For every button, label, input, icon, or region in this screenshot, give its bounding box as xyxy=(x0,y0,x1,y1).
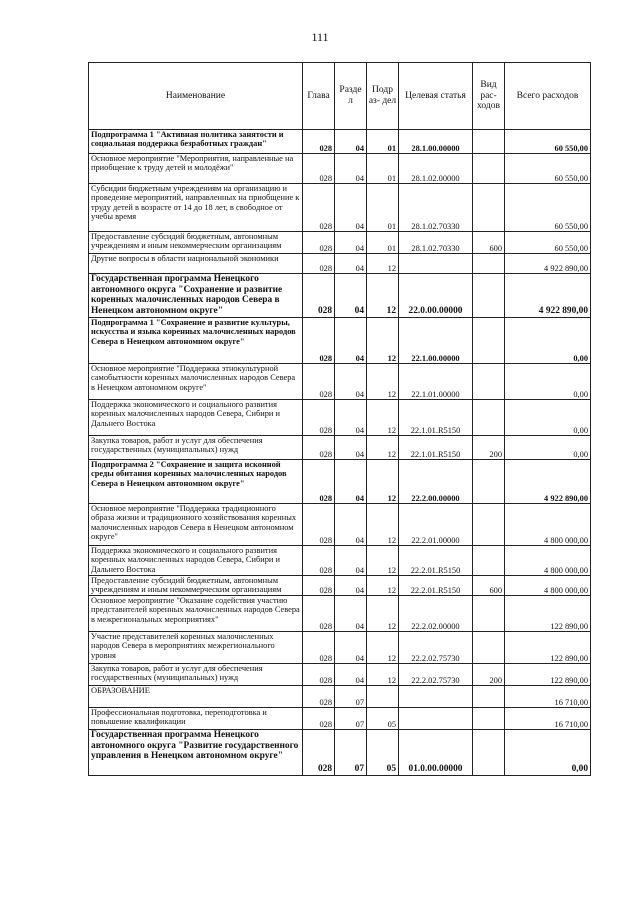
cell-name: Основное мероприятие "Мероприятия, направленные на приобщение к труду детей и молодёжи" xyxy=(89,154,303,184)
cell-subsection: 05 xyxy=(367,730,399,776)
table-row xyxy=(89,664,591,686)
cell-chapter: 028 xyxy=(303,596,335,632)
cell-type xyxy=(473,154,505,184)
cell-name: Участие представителей коренных малочисленных народов Севера в мероприятиях межрегионального уровня xyxy=(89,632,303,664)
cell-total: 0,00 xyxy=(505,730,591,776)
table-row xyxy=(89,576,591,596)
cell-name: Государственная программа Ненецкого автономного округа "Сохранение и развитие коренных малочисленных народов Севера в Ненецком автономном округе" xyxy=(89,274,303,318)
cell-chapter: 028 xyxy=(303,546,335,576)
cell-section: 04 xyxy=(335,130,367,154)
table-row xyxy=(89,364,591,400)
cell-type: 600 xyxy=(473,232,505,254)
cell-name: Подпрограмма 1 "Активная политика занятости и социальная поддержка безработных граждан" xyxy=(89,130,303,154)
table-row xyxy=(89,632,591,664)
cell-name: Поддержка экономического и социального развития коренных малочисленных народов Севера, Сибири и Дальнего Востока xyxy=(89,546,303,576)
cell-target: 22.2.02.00000 xyxy=(399,596,473,632)
cell-target: 22.1.01.R5150 xyxy=(399,436,473,460)
cell-target xyxy=(399,708,473,730)
cell-subsection: 12 xyxy=(367,318,399,364)
cell-total: 4 800 000,00 xyxy=(505,504,591,546)
cell-target: 01.0.00.00000 xyxy=(399,730,473,776)
table-row xyxy=(89,154,591,184)
cell-total: 60 550,00 xyxy=(505,232,591,254)
cell-subsection: 12 xyxy=(367,596,399,632)
cell-chapter: 028 xyxy=(303,504,335,546)
cell-chapter: 028 xyxy=(303,254,335,274)
table-row xyxy=(89,400,591,436)
cell-target: 22.2.01.00000 xyxy=(399,504,473,546)
cell-type xyxy=(473,596,505,632)
cell-target: 28.1.02.70330 xyxy=(399,184,473,232)
cell-name: Предоставление субсидий бюджетным, автономным учреждениям и иным некоммерческим организациям xyxy=(89,232,303,254)
cell-total: 0,00 xyxy=(505,400,591,436)
cell-target: 22.1.00.00000 xyxy=(399,318,473,364)
cell-type xyxy=(473,546,505,576)
cell-total: 60 550,00 xyxy=(505,184,591,232)
cell-total: 122 890,00 xyxy=(505,596,591,632)
cell-target xyxy=(399,254,473,274)
table-row xyxy=(89,436,591,460)
cell-type xyxy=(473,318,505,364)
cell-section: 04 xyxy=(335,460,367,504)
cell-subsection: 12 xyxy=(367,400,399,436)
cell-name: Другие вопросы в области национальной экономики xyxy=(89,254,303,274)
table-row xyxy=(89,708,591,730)
cell-type xyxy=(473,274,505,318)
header-total: Всего расходов xyxy=(505,63,591,130)
header-section: Разде л xyxy=(335,63,367,130)
table-row xyxy=(89,184,591,232)
cell-section: 07 xyxy=(335,730,367,776)
cell-section: 04 xyxy=(335,436,367,460)
cell-target: 22.1.01.R5150 xyxy=(399,400,473,436)
cell-subsection: 12 xyxy=(367,436,399,460)
cell-section: 04 xyxy=(335,664,367,686)
cell-target: 28.1.02.00000 xyxy=(399,154,473,184)
table-row xyxy=(89,254,591,274)
cell-target xyxy=(399,686,473,708)
cell-chapter: 028 xyxy=(303,274,335,318)
table-row xyxy=(89,318,591,364)
cell-subsection: 01 xyxy=(367,232,399,254)
cell-total: 4 800 000,00 xyxy=(505,546,591,576)
cell-target: 22.2.00.00000 xyxy=(399,460,473,504)
table-row xyxy=(89,546,591,576)
cell-type xyxy=(473,686,505,708)
cell-subsection: 12 xyxy=(367,546,399,576)
cell-name: Основное мероприятие "Оказание содействия участию представителей коренных малочисленных народов Севера в межрегиональных мероприятиях" xyxy=(89,596,303,632)
cell-section: 07 xyxy=(335,708,367,730)
cell-subsection: 05 xyxy=(367,708,399,730)
cell-section: 04 xyxy=(335,232,367,254)
cell-section: 04 xyxy=(335,254,367,274)
cell-target: 22.2.02.75730 xyxy=(399,664,473,686)
cell-chapter: 028 xyxy=(303,364,335,400)
cell-type xyxy=(473,184,505,232)
cell-subsection: 12 xyxy=(367,274,399,318)
cell-name: Государственная программа Ненецкого автономного округа "Развитие государственного управления в Ненецком автономном округе" xyxy=(89,730,303,776)
cell-type: 200 xyxy=(473,664,505,686)
cell-chapter: 028 xyxy=(303,130,335,154)
header-chapter: Глава xyxy=(303,63,335,130)
cell-total: 60 550,00 xyxy=(505,130,591,154)
cell-name: Предоставление субсидий бюджетным, автономным учреждениям и иным некоммерческим организациям xyxy=(89,576,303,596)
cell-chapter: 028 xyxy=(303,686,335,708)
cell-section: 04 xyxy=(335,154,367,184)
cell-total: 4 922 890,00 xyxy=(505,274,591,318)
cell-subsection: 01 xyxy=(367,154,399,184)
cell-type xyxy=(473,364,505,400)
table-row xyxy=(89,596,591,632)
cell-section: 04 xyxy=(335,504,367,546)
cell-name: Основное мероприятие "Поддержка этнокультурной самобытности коренных малочисленных народов Севера в Ненецком автономном округе" xyxy=(89,364,303,400)
cell-section: 04 xyxy=(335,400,367,436)
cell-total: 16 710,00 xyxy=(505,686,591,708)
cell-chapter: 028 xyxy=(303,460,335,504)
page-number: 111 xyxy=(311,30,329,44)
cell-type xyxy=(473,708,505,730)
table-row xyxy=(89,232,591,254)
cell-target: 22.2.01.R5150 xyxy=(399,576,473,596)
cell-chapter: 028 xyxy=(303,730,335,776)
header-type: Вид рас- ходов xyxy=(473,63,505,130)
cell-name: Закупка товаров, работ и услуг для обеспечения государственных (муниципальных) нужд xyxy=(89,664,303,686)
cell-type xyxy=(473,130,505,154)
cell-target: 28.1.00.00000 xyxy=(399,130,473,154)
cell-target: 28.1.02.70330 xyxy=(399,232,473,254)
cell-type xyxy=(473,730,505,776)
cell-subsection: 12 xyxy=(367,364,399,400)
cell-name: Закупка товаров, работ и услуг для обеспечения государственных (муниципальных) нужд xyxy=(89,436,303,460)
cell-type xyxy=(473,504,505,546)
table-row xyxy=(89,730,591,776)
cell-total: 4 800 000,00 xyxy=(505,576,591,596)
cell-chapter: 028 xyxy=(303,318,335,364)
cell-section: 04 xyxy=(335,364,367,400)
cell-target: 22.1.01.00000 xyxy=(399,364,473,400)
cell-target: 22.2.02.75730 xyxy=(399,632,473,664)
header-subsection: Подр аз- дел xyxy=(367,63,399,130)
cell-name: ОБРАЗОВАНИЕ xyxy=(89,686,303,708)
header-target: Целевая статья xyxy=(399,63,473,130)
table-row xyxy=(89,686,591,708)
cell-chapter: 028 xyxy=(303,708,335,730)
cell-section: 04 xyxy=(335,596,367,632)
cell-name: Профессиональная подготовка, переподготовка и повышение квалификации xyxy=(89,708,303,730)
cell-total: 122 890,00 xyxy=(505,632,591,664)
table-body xyxy=(89,130,591,776)
cell-chapter: 028 xyxy=(303,400,335,436)
cell-type xyxy=(473,632,505,664)
cell-subsection: 12 xyxy=(367,632,399,664)
table-row xyxy=(89,274,591,318)
cell-section: 04 xyxy=(335,632,367,664)
cell-type xyxy=(473,400,505,436)
cell-chapter: 028 xyxy=(303,664,335,686)
cell-name: Подпрограмма 2 "Сохранение и защита исконной среды обитания коренных малочисленных народов Севера в Ненецком автономном округе" xyxy=(89,460,303,504)
cell-total: 4 922 890,00 xyxy=(505,460,591,504)
cell-type xyxy=(473,460,505,504)
cell-subsection: 12 xyxy=(367,254,399,274)
cell-chapter: 028 xyxy=(303,436,335,460)
cell-subsection: 12 xyxy=(367,576,399,596)
cell-target: 22.0.00.00000 xyxy=(399,274,473,318)
cell-chapter: 028 xyxy=(303,232,335,254)
cell-chapter: 028 xyxy=(303,184,335,232)
cell-target: 22.2.01.R5150 xyxy=(399,546,473,576)
table-row xyxy=(89,130,591,154)
table-header xyxy=(89,63,591,130)
cell-chapter: 028 xyxy=(303,576,335,596)
cell-total: 4 922 890,00 xyxy=(505,254,591,274)
cell-name: Субсидии бюджетным учреждениям на организацию и проведение мероприятий, направленных на приобщение к труду детей в возрасте от 14 до 18 лет, в свободное от учебы время xyxy=(89,184,303,232)
cell-total: 0,00 xyxy=(505,318,591,364)
header-name: Наименование xyxy=(89,63,303,130)
cell-subsection: 12 xyxy=(367,460,399,504)
cell-total: 16 710,00 xyxy=(505,708,591,730)
cell-total: 0,00 xyxy=(505,436,591,460)
cell-subsection xyxy=(367,686,399,708)
cell-name: Поддержка экономического и социального развития коренных малочисленных народов Севера, Сибири и Дальнего Востока xyxy=(89,400,303,436)
cell-total: 122 890,00 xyxy=(505,664,591,686)
table-row xyxy=(89,460,591,504)
cell-name: Основное мероприятие "Поддержка традиционного образа жизни и традиционного хозяйствования коренных малочисленных народов Севера в Ненецком автономном округе" xyxy=(89,504,303,546)
table-row xyxy=(89,504,591,546)
cell-section: 04 xyxy=(335,318,367,364)
cell-chapter: 028 xyxy=(303,632,335,664)
cell-subsection: 12 xyxy=(367,664,399,686)
budget-table xyxy=(88,62,591,776)
cell-name: Подпрограмма 1 "Сохранение и развитие культуры, искусства и языка коренных малочисленных народов Севера в Ненецком автономном округе" xyxy=(89,318,303,364)
cell-subsection: 01 xyxy=(367,130,399,154)
cell-type: 600 xyxy=(473,576,505,596)
cell-type: 200 xyxy=(473,436,505,460)
cell-subsection: 01 xyxy=(367,184,399,232)
cell-subsection: 12 xyxy=(367,504,399,546)
cell-chapter: 028 xyxy=(303,154,335,184)
cell-total: 60 550,00 xyxy=(505,154,591,184)
cell-total: 0,00 xyxy=(505,364,591,400)
cell-section: 04 xyxy=(335,184,367,232)
cell-section: 04 xyxy=(335,576,367,596)
cell-section: 04 xyxy=(335,274,367,318)
cell-section: 04 xyxy=(335,546,367,576)
cell-section: 07 xyxy=(335,686,367,708)
cell-type xyxy=(473,254,505,274)
